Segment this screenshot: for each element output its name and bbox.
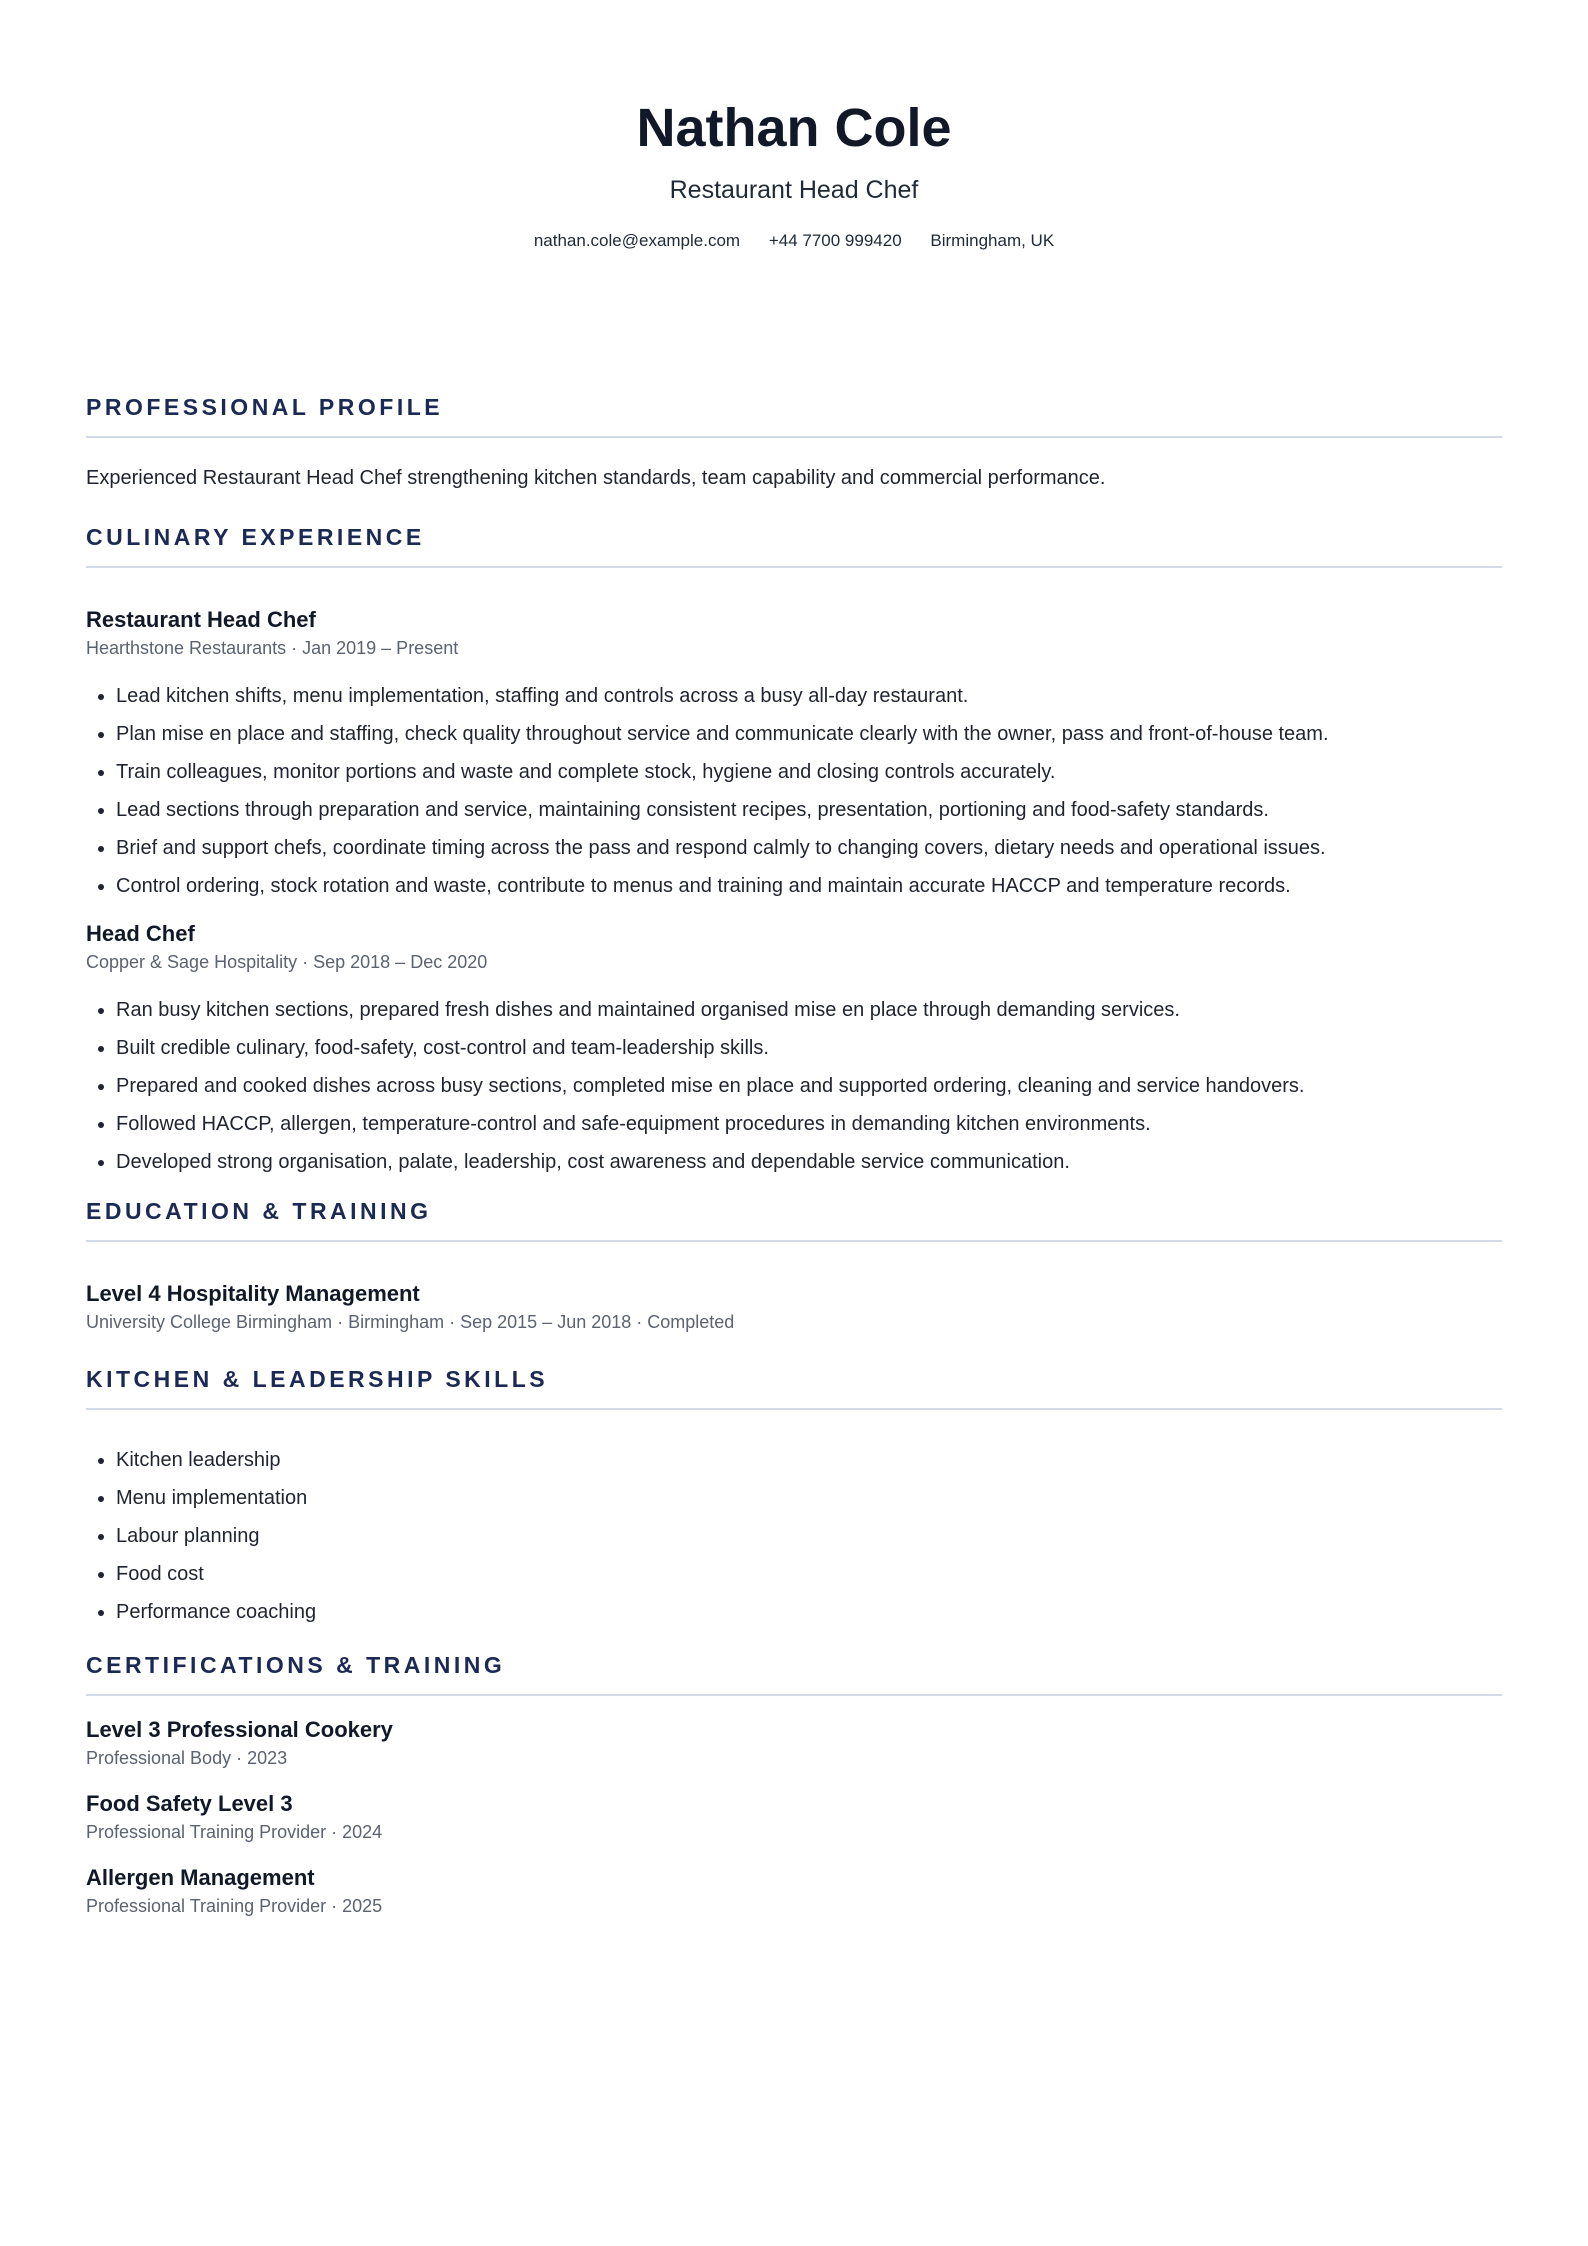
contact-line: [86, 230, 1502, 252]
profile-summary: Experienced Restaurant Head Chef strengthening kitchen standards, team capability and commercial performance.: [86, 467, 1106, 489]
contact-phone: +44 7700 999420: [768, 231, 902, 250]
job-bullet: • Prepared and cooked dishes across busy sections, completed mise en place and supported ordering, cleaning and service handovers.: [116, 1072, 1502, 1100]
education-section: [86, 1196, 1502, 1334]
skills-list: [86, 1446, 1502, 1626]
candidate-headline: Restaurant Head Chef: [669, 176, 919, 204]
skills-section: [86, 1364, 1502, 1626]
skill-item: • Labour planning: [116, 1522, 1502, 1550]
job-entry: [86, 606, 1502, 900]
job-bullet: • Plan mise en place and staffing, check quality throughout service and communicate clearly with the owner, pass and front-of-house team.: [116, 720, 1502, 748]
section-divider: [86, 1408, 1502, 1410]
section-divider: [86, 1694, 1502, 1696]
job-bullet: • Developed strong organisation, palate, leadership, cost awareness and dependable service communication.: [116, 1148, 1502, 1176]
skill-item: • Food cost: [116, 1560, 1502, 1588]
job-bullet: • Ran busy kitchen sections, prepared fresh dishes and maintained organised mise en place through demanding services.: [116, 996, 1502, 1024]
skill-item: • Menu implementation: [116, 1484, 1502, 1512]
skill-item: • Performance coaching: [116, 1598, 1502, 1626]
job-bullet: • Built credible culinary, food-safety, cost-control and team-leadership skills.: [116, 1034, 1502, 1062]
section-title-profile: PROFESSIONAL PROFILE: [86, 394, 444, 420]
education-meta: University College Birmingham · Birmingham · Sep 2015 – Jun 2018 · Completed: [86, 1312, 735, 1332]
profile-section: [86, 392, 1502, 492]
job-entry: [86, 920, 1502, 1176]
section-title-certifications: CERTIFICATIONS & TRAINING: [86, 1652, 506, 1678]
job-bullet: • Lead kitchen shifts, menu implementation, staffing and controls across a busy all-day restaurant.: [116, 682, 1502, 710]
job-title: Head Chef: [86, 921, 195, 946]
experience-section: [86, 522, 1502, 1176]
certification-entry: [86, 1716, 1502, 1770]
resume-header: [86, 0, 1502, 252]
certifications-section: [86, 1650, 1502, 1918]
job-title: Restaurant Head Chef: [86, 607, 316, 632]
job-bullet: • Control ordering, stock rotation and waste, contribute to menus and training and maintain accurate HACCP and temperature records.: [116, 872, 1502, 900]
candidate-name: Nathan Cole: [636, 98, 952, 158]
job-bullet: • Brief and support chefs, coordinate timing across the pass and respond calmly to changing covers, dietary needs and operational issues.: [116, 834, 1502, 862]
job-bullet: • Train colleagues, monitor portions and waste and complete stock, hygiene and closing controls accurately.: [116, 758, 1502, 786]
certification-name: Level 3 Professional Cookery: [86, 1717, 393, 1742]
job-bullets: [86, 996, 1502, 1176]
certification-entry: [86, 1864, 1502, 1918]
section-divider: [86, 1240, 1502, 1242]
contact-email: nathan.cole@example.com: [533, 231, 741, 250]
job-bullet: • Followed HACCP, allergen, temperature-control and safe-equipment procedures in demanding kitchen environments.: [116, 1110, 1502, 1138]
section-divider: [86, 436, 1502, 438]
section-title-experience: CULINARY EXPERIENCE: [86, 524, 425, 550]
certification-entry: [86, 1790, 1502, 1844]
education-degree: Level 4 Hospitality Management: [86, 1281, 420, 1306]
section-title-skills: KITCHEN & LEADERSHIP SKILLS: [86, 1366, 549, 1392]
job-meta: Hearthstone Restaurants · Jan 2019 – Present: [86, 638, 459, 658]
certification-meta: Professional Body · 2023: [86, 1748, 288, 1768]
certification-meta: Professional Training Provider · 2025: [86, 1896, 383, 1916]
job-bullets: [86, 682, 1502, 900]
certification-name: Food Safety Level 3: [86, 1791, 293, 1816]
contact-location: Birmingham, UK: [930, 231, 1055, 250]
job-bullet: • Lead sections through preparation and service, maintaining consistent recipes, presentation, portioning and food-safety standards.: [116, 796, 1502, 824]
certification-name: Allergen Management: [86, 1865, 315, 1890]
education-entry: [86, 1280, 1502, 1334]
section-divider: [86, 566, 1502, 568]
certification-meta: Professional Training Provider · 2024: [86, 1822, 383, 1842]
job-meta: Copper & Sage Hospitality · Sep 2018 – Dec 2020: [86, 952, 488, 972]
skill-item: • Kitchen leadership: [116, 1446, 1502, 1474]
section-title-education: EDUCATION & TRAINING: [86, 1198, 432, 1224]
